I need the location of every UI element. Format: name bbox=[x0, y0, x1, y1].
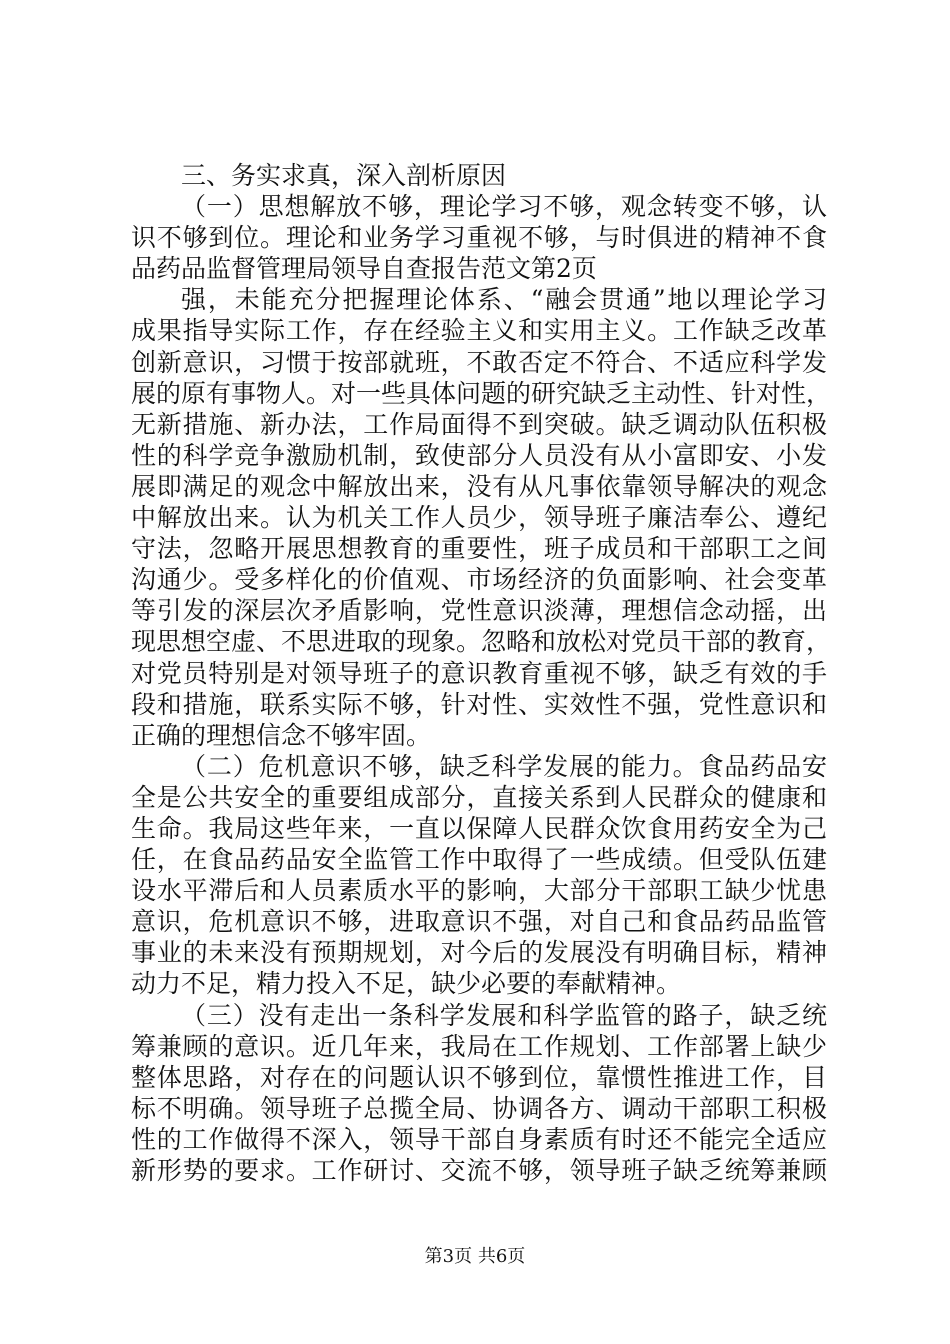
text-line: 全是公共安全的重要组成部分，直接关系到人民群众的健康和 bbox=[131, 782, 827, 812]
text-line: （二）危机意识不够，缺乏科学发展的能力。食品药品安 bbox=[181, 751, 827, 781]
text-line: 创新意识，习惯于按部就班，不敢否定不符合、不适应科学发 bbox=[131, 347, 827, 377]
text-line: 守法，忽略开展思想教育的重要性，班子成员和干部职工之间 bbox=[131, 534, 827, 564]
text-line: 标不明确。领导班子总揽全局、协调各方、调动干部职工积极 bbox=[131, 1093, 827, 1123]
text-line: 正确的理想信念不够牢固。 bbox=[131, 720, 432, 750]
text-line: 等引发的深层次矛盾影响，党性意识淡薄，理想信念动摇，出 bbox=[131, 596, 827, 626]
text-line: 无新措施、新办法，工作局面得不到突破。缺乏调动队伍积极 bbox=[131, 409, 827, 439]
text-line: （三）没有走出一条科学发展和科学监管的路子，缺乏统 bbox=[181, 1000, 827, 1030]
text-line: 展即满足的观念中解放出来，没有从凡事依靠领导解决的观念 bbox=[131, 471, 827, 501]
text-line: 动力不足，精力投入不足，缺少必要的奉献精神。 bbox=[131, 969, 682, 999]
text-line: 性的科学竞争激励机制，致使部分人员没有从小富即安、小发 bbox=[131, 440, 827, 470]
text-line: 成果指导实际工作，存在经验主义和实用主义。工作缺乏改革 bbox=[131, 316, 827, 346]
text-line: 生命。我局这些年来，一直以保障人民群众饮食用药安全为己 bbox=[131, 813, 827, 843]
text-line: 设水平滞后和人员素质水平的影响，大部分干部职工缺少忧患 bbox=[131, 876, 827, 906]
text-line: 展的原有事物人。对一些具体问题的研究缺乏主动性、针对性， bbox=[131, 378, 832, 408]
text-line: 现思想空虚、不思进取的现象。忽略和放松对党员干部的教育， bbox=[131, 627, 832, 657]
text-line: 任，在食品药品安全监管工作中取得了一些成绩。但受队伍建 bbox=[131, 845, 827, 875]
page-footer: 第3页 共6页 bbox=[424, 1246, 526, 1267]
text-line: 段和措施，联系实际不够，针对性、实效性不强，党性意识和 bbox=[131, 689, 827, 719]
text-line: 整体思路，对存在的问题认识不够到位，靠惯性推进工作，目 bbox=[131, 1062, 827, 1092]
text-line: 强，未能充分把握理论体系、“融会贯通”地以理论学习 bbox=[181, 285, 827, 315]
text-line: 筹兼顾的意识。近几年来，我局在工作规划、工作部署上缺少 bbox=[131, 1031, 827, 1061]
document-body bbox=[131, 160, 832, 1186]
text-line: 三、务实求真，深入剖析原因 bbox=[181, 161, 507, 190]
text-line: 对党员特别是对领导班子的意识教育重视不够，缺乏有效的手 bbox=[131, 658, 827, 688]
text-line: （一）思想解放不够，理论学习不够，观念转变不够，认 bbox=[181, 192, 827, 222]
text-line: 意识，危机意识不够，进取意识不强，对自己和食品药品监管 bbox=[131, 907, 827, 937]
text-line: 沟通少。受多样化的价值观、市场经济的负面影响、社会变革 bbox=[131, 565, 827, 595]
text-line: 中解放出来。认为机关工作人员少，领导班子廉洁奉公、遵纪 bbox=[131, 503, 827, 533]
text-line: 性的工作做得不深入，领导干部自身素质有时还不能完全适应 bbox=[131, 1124, 827, 1154]
text-line: 识不够到位。理论和业务学习重视不够，与时俱进的精神不食 bbox=[131, 223, 827, 253]
text-line: 事业的未来没有预期规划，对今后的发展没有明确目标，精神 bbox=[131, 938, 827, 968]
text-line: 新形势的要求。工作研讨、交流不够，领导班子缺乏统筹兼顾 bbox=[131, 1156, 827, 1185]
text-line: 品药品监督管理局领导自查报告范文第2页 bbox=[131, 254, 597, 284]
